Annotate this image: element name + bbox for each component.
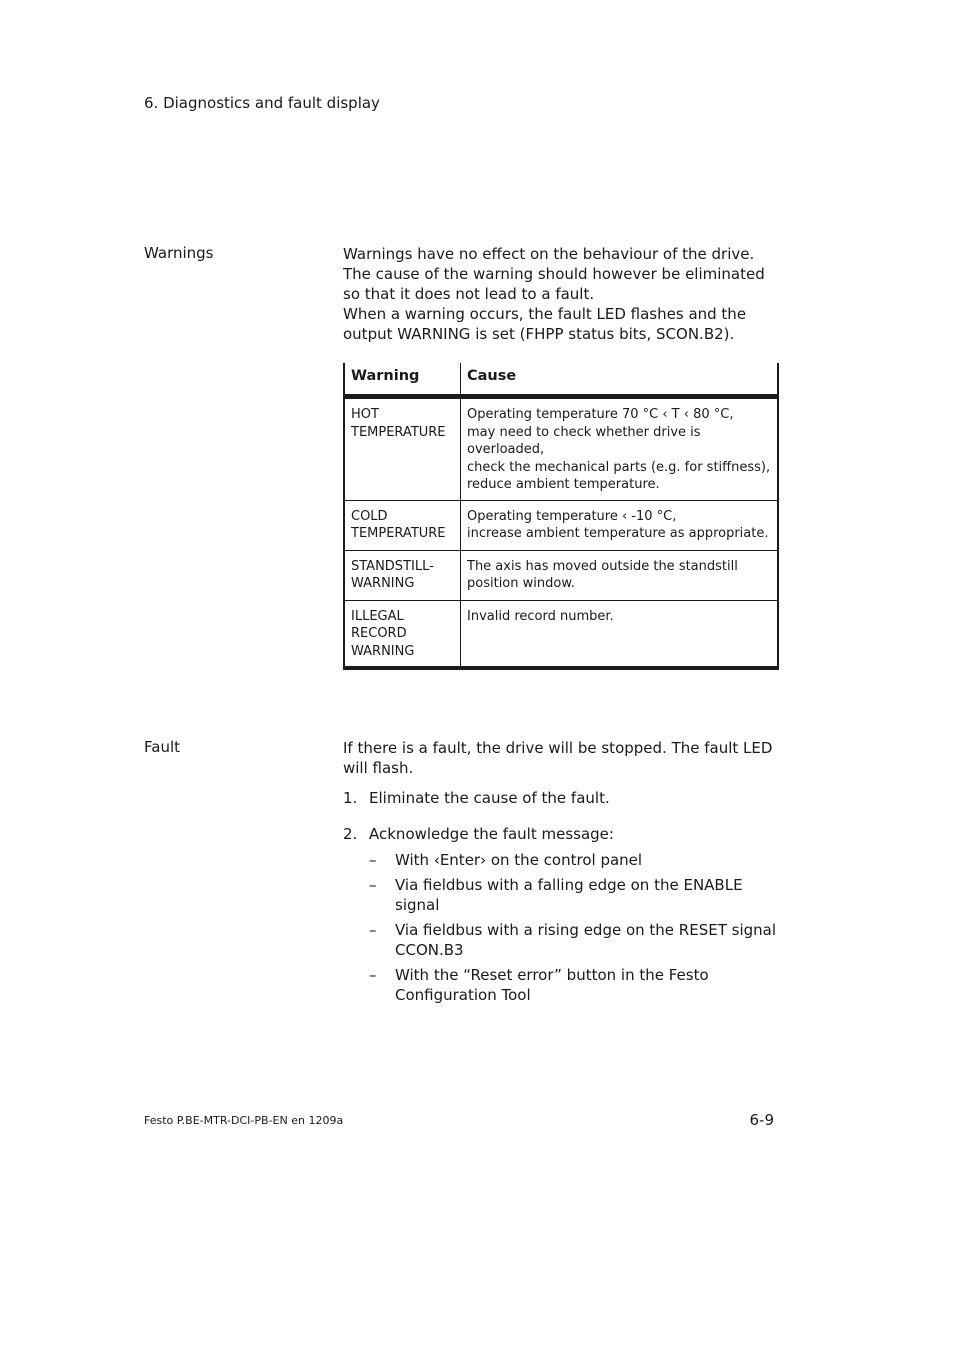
table-row xyxy=(344,600,778,668)
cause-text: reduce ambient temperature. xyxy=(467,477,660,492)
warnings-table xyxy=(343,363,779,670)
warning-cell xyxy=(344,550,461,600)
cause-cell xyxy=(461,600,779,668)
cause-text: The axis has moved outside the standstill xyxy=(467,558,738,574)
fault-section xyxy=(343,738,783,1010)
list-item xyxy=(369,920,785,960)
warning-text: TEMPERATURE xyxy=(351,424,446,440)
dash-bullet: – xyxy=(369,921,377,939)
list-item xyxy=(343,788,783,808)
cause-text: Operating temperature 70 °C ‹ T ‹ 80 °C, xyxy=(467,407,734,422)
table-row xyxy=(344,397,778,501)
acknowledge-options xyxy=(369,850,783,1005)
cause-text: Invalid record number. xyxy=(467,608,614,624)
warning-text: WARNING xyxy=(351,643,415,659)
warning-text: WARNING xyxy=(351,576,415,591)
fault-steps xyxy=(343,788,783,1005)
step-number: 1. xyxy=(343,789,358,807)
list-item xyxy=(369,965,745,1005)
column-header-warning: Warning xyxy=(344,363,461,397)
step-number: 2. xyxy=(343,825,358,843)
cause-cell xyxy=(461,500,779,550)
list-item xyxy=(369,850,783,870)
warnings-para-2: When a warning occurs, the fault LED flashes and the output WARNING is set (FHPP status bits, SCON.B2). xyxy=(343,305,747,343)
chapter-header: 6. Diagnostics and fault display xyxy=(144,94,380,112)
cause-cell xyxy=(461,550,779,600)
warning-text: ILLEGAL xyxy=(351,608,404,624)
warnings-heading: Warnings xyxy=(144,244,214,262)
fault-heading: Fault xyxy=(144,738,180,756)
warning-text: RECORD xyxy=(351,626,407,641)
cause-cell xyxy=(461,397,779,501)
option-text: Via fieldbus with a falling edge on the ENABLE signal xyxy=(395,876,743,914)
step-text: Eliminate the cause of the fault. xyxy=(369,789,610,807)
option-text: Via fieldbus with a rising edge on the RESET signal CCON.B3 xyxy=(395,921,777,959)
cause-text: may need to check whether drive is overloaded, xyxy=(467,424,701,457)
dash-bullet: – xyxy=(369,876,377,894)
warning-cell xyxy=(344,397,461,501)
cause-text: Operating temperature ‹ -10 °C, xyxy=(467,508,677,524)
cause-text: check the mechanical parts (e.g. for stiffness), xyxy=(467,459,771,475)
warnings-description xyxy=(343,244,783,344)
option-text: With the “Reset error” button in the Festo Configuration Tool xyxy=(395,966,709,1004)
option-text: With ‹Enter› on the control panel xyxy=(395,851,643,869)
document-id: Festo P.BE-MTR-DCI-PB-EN en 1209a xyxy=(144,1114,344,1127)
warning-text: TEMPERATURE xyxy=(351,526,446,541)
warning-cell xyxy=(344,600,461,668)
step-text: Acknowledge the fault message: xyxy=(369,825,614,843)
warning-cell xyxy=(344,500,461,550)
dash-bullet: – xyxy=(369,966,377,984)
table-header-row xyxy=(344,363,778,397)
cause-text: increase ambient temperature as appropriate. xyxy=(467,526,769,541)
dash-bullet: – xyxy=(369,851,377,869)
warning-text: HOT xyxy=(351,407,379,422)
table-row xyxy=(344,550,778,600)
list-item xyxy=(369,875,783,915)
cause-text: position window. xyxy=(467,576,575,591)
column-header-cause: Cause xyxy=(461,363,779,397)
warning-text: COLD xyxy=(351,508,388,524)
warning-text: STANDSTILL- xyxy=(351,558,434,574)
warnings-para-1: Warnings have no effect on the behaviour of the drive. The cause of the warning should however be eliminated so that it does not lead to a fault. xyxy=(343,245,765,303)
fault-description: If there is a fault, the drive will be stopped. The fault LED will flash. xyxy=(343,739,773,777)
list-item xyxy=(343,824,783,1005)
page-number: 6-9 xyxy=(749,1111,774,1129)
table-row xyxy=(344,500,778,550)
